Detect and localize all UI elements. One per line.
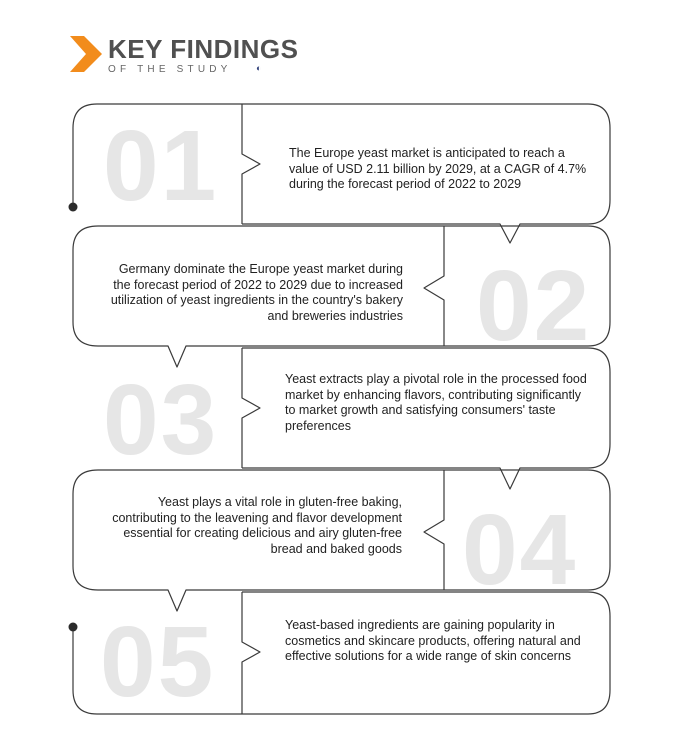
page-title: KEY FINDINGS <box>108 34 299 64</box>
finding-notch-4 <box>424 470 444 590</box>
finding-text-3: Yeast extracts play a pivotal role in the processed food market by enhancing flavors, contributing significantly to market growth and satisfying consumers' taste preferences <box>285 372 587 433</box>
finding-number-2: 02 <box>476 250 592 362</box>
page-subtitle-text: OF THE STUDY <box>108 64 232 75</box>
finding-number-5: 05 <box>100 606 216 718</box>
finding-notch-5 <box>242 592 260 714</box>
finding-text-5: Yeast-based ingredients are gaining popularity in cosmetics and skincare products, offering natural and effective solutions for a wide range of skin concerns <box>285 618 581 663</box>
finding-text-1: The Europe yeast market is anticipated to reach a value of USD 2.11 billion by 2029, at a CAGR of 4.7% during the forecast period of 2022 to 2029 <box>289 146 587 191</box>
finding-notch-3 <box>242 348 260 468</box>
finding-number-3: 03 <box>103 364 219 476</box>
finding-text-4: Yeast plays a vital role in gluten-free baking, contributing to the leavening and flavor development essential for creating delicious and airy gluten-free bread and baked goods <box>112 495 402 556</box>
finding-notch-2 <box>424 226 444 346</box>
connector-dot-1 <box>69 203 78 212</box>
moon-icon: ◐ <box>256 63 262 73</box>
finding-notch-1 <box>242 104 260 224</box>
finding-number-4: 04 <box>462 494 578 606</box>
finding-number-1: 01 <box>103 110 219 222</box>
finding-text-2: Germany dominate the Europe yeast market during the forecast period of 2022 to 2029 due to increased utilization of yeast ingredients in the country's bakery and breweries industries <box>110 262 403 323</box>
connector-dot-2 <box>69 623 78 632</box>
